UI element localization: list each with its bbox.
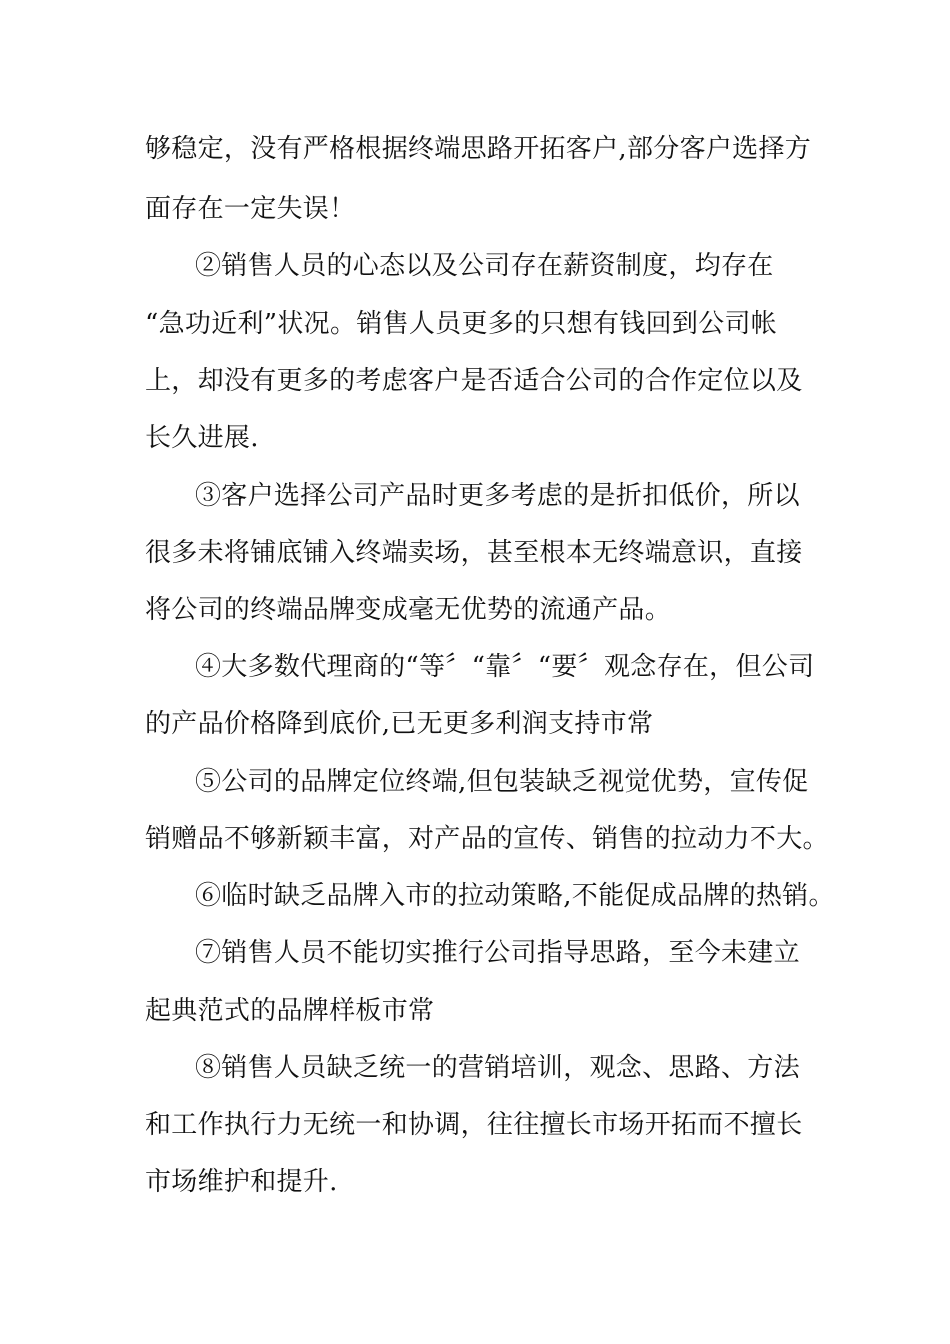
paragraph-5-line-2: 销赠品不够新颖丰富，对产品的宣传、销售的拉动力不大。 <box>145 824 829 854</box>
paragraph-6-line-1: ⑥临时缺乏品牌入市的拉动策略,不能促成品牌的热销。 <box>195 881 835 911</box>
paragraph-4-line-2: 的产品价格降到底价,已无更多利润支持市常 <box>145 709 654 739</box>
text-line-2: 面存在一定失误！ <box>145 194 356 224</box>
text-line-1: 够稳定，没有严格根据终端思路开拓客户,部分客户选择方 <box>145 134 812 164</box>
paragraph-3-line-3: 将公司的终端品牌变成毫无优势的流通产品。 <box>145 595 672 625</box>
paragraph-3-line-1: ③客户选择公司产品时更多考虑的是折扣低价，所以 <box>195 481 800 511</box>
paragraph-2-line-1: ②销售人员的心态以及公司存在薪资制度，均存在 <box>195 251 774 281</box>
paragraph-8-line-2: 和工作执行力无统一和协调，往往擅长市场开拓而不擅长 <box>145 1110 803 1140</box>
paragraph-7-line-2: 起典范式的品牌样板市常 <box>145 996 435 1026</box>
paragraph-7-line-1: ⑦销售人员不能切实推行公司指导思路，至今未建立 <box>195 938 800 968</box>
paragraph-2-line-3: 上，却没有更多的考虑客户是否适合公司的合作定位以及 <box>145 366 803 396</box>
paragraph-8-line-3: 市场维护和提升. <box>145 1167 338 1197</box>
paragraph-5-line-1: ⑤公司的品牌定位终端,但包装缺乏视觉优势，宣传促 <box>195 767 809 797</box>
paragraph-8-line-1: ⑧销售人员缺乏统一的营销培训，观念、思路、方法 <box>195 1053 800 1083</box>
paragraph-2-line-2: “急功近利”状况。销售人员更多的只想有钱回到公司帐 <box>145 309 778 339</box>
paragraph-4-line-1: ④大多数代理商的“等〞“靠〞“要〞观念存在，但公司 <box>195 652 815 682</box>
paragraph-2-line-4: 长久进展. <box>145 423 259 453</box>
paragraph-3-line-2: 很多未将铺底铺入终端卖场，甚至根本无终端意识，直接 <box>145 538 803 568</box>
